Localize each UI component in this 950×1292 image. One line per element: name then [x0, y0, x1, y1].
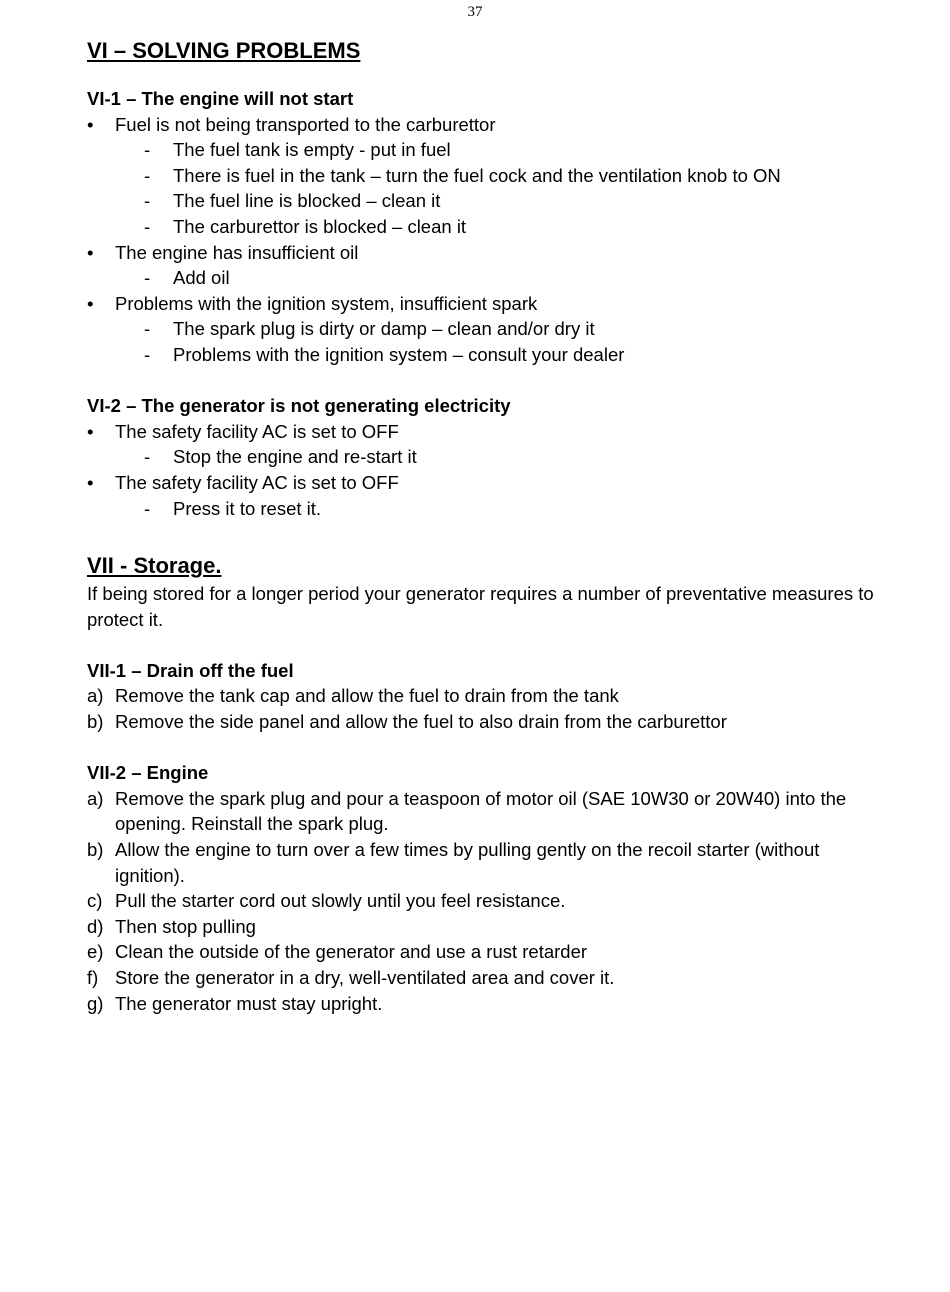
bullet-marker: •: [87, 241, 94, 263]
letter-marker: c): [87, 890, 103, 912]
list-item: e) Clean the outside of the generator and use a rust retarder: [87, 939, 887, 965]
bullet-marker: •: [87, 292, 94, 314]
list-item: • Fuel is not being transported to the carburettor: [87, 112, 887, 138]
list-item: a) Remove the tank cap and allow the fuel to drain from the tank: [87, 683, 887, 709]
dash-marker: -: [144, 215, 151, 237]
list-item: d) Then stop pulling: [87, 914, 887, 940]
letter-marker: a): [87, 787, 104, 809]
dash-marker: -: [144, 139, 151, 161]
page-content: [87, 36, 887, 1016]
bullet-marker: •: [87, 113, 94, 135]
letter-marker: b): [87, 711, 104, 733]
list-item: • Problems with the ignition system, insufficient spark: [87, 291, 887, 317]
storage-intro: If being stored for a longer period your generator requires a number of preventative measures to protect it.: [87, 583, 874, 630]
list-item: - Problems with the ignition system – consult your dealer: [87, 342, 887, 368]
list-item: • The safety facility AC is set to OFF: [87, 419, 887, 445]
list-item: - Press it to reset it.: [87, 496, 887, 522]
list-item: - The fuel line is blocked – clean it: [87, 188, 887, 214]
letter-marker: a): [87, 685, 104, 707]
dash-marker: -: [144, 267, 151, 289]
section-heading-storage: VII - Storage.: [87, 553, 222, 579]
subheading-generator-not-generating: VI-2 – The generator is not generating electricity: [87, 395, 511, 417]
list-item: c) Pull the starter cord out slowly until you feel resistance.: [87, 888, 887, 914]
bullet-marker: •: [87, 471, 94, 493]
subheading-drain-fuel: VII-1 – Drain off the fuel: [87, 659, 294, 681]
subheading-engine: VII-2 – Engine: [87, 762, 209, 784]
list-item: - The carburettor is blocked – clean it: [87, 214, 887, 240]
letter-marker: g): [87, 992, 104, 1014]
list-item: - The spark plug is dirty or damp – clean and/or dry it: [87, 316, 887, 342]
list-item: b) Allow the engine to turn over a few times by pulling gently on the recoil starter (without ignition).: [87, 839, 820, 886]
list-item: - Add oil: [87, 265, 887, 291]
letter-marker: d): [87, 915, 104, 937]
list-item: b) Remove the side panel and allow the fuel to also drain from the carburettor: [87, 709, 887, 735]
list-item: g) The generator must stay upright.: [87, 991, 887, 1017]
subheading-engine-not-start: VI-1 – The engine will not start: [87, 88, 354, 109]
dash-marker: -: [144, 318, 151, 340]
dash-marker: -: [144, 446, 151, 468]
page-number: 37: [467, 4, 483, 20]
list-item: • The safety facility AC is set to OFF: [87, 470, 887, 496]
letter-marker: e): [87, 941, 104, 963]
list-item: • The engine has insufficient oil: [87, 240, 887, 266]
letter-marker: b): [87, 839, 104, 861]
dash-marker: -: [144, 343, 151, 365]
list-item: a) Remove the spark plug and pour a teaspoon of motor oil (SAE 10W30 or 20W40) into the opening. Reinstall the spark plug.: [87, 787, 847, 835]
list-item: - There is fuel in the tank – turn the fuel cock and the ventilation knob to ON: [87, 163, 887, 189]
dash-marker: -: [144, 497, 151, 519]
letter-marker: f): [87, 967, 99, 988]
list-item: - Stop the engine and re-start it: [87, 444, 887, 470]
list-item: - The fuel tank is empty - put in fuel: [87, 137, 887, 163]
dash-marker: -: [144, 164, 151, 186]
section-heading-solving-problems: VI – SOLVING PROBLEMS: [87, 38, 361, 63]
dash-marker: -: [144, 190, 151, 212]
bullet-marker: •: [87, 420, 94, 442]
list-item: f) Store the generator in a dry, well-ventilated area and cover it.: [87, 965, 887, 991]
